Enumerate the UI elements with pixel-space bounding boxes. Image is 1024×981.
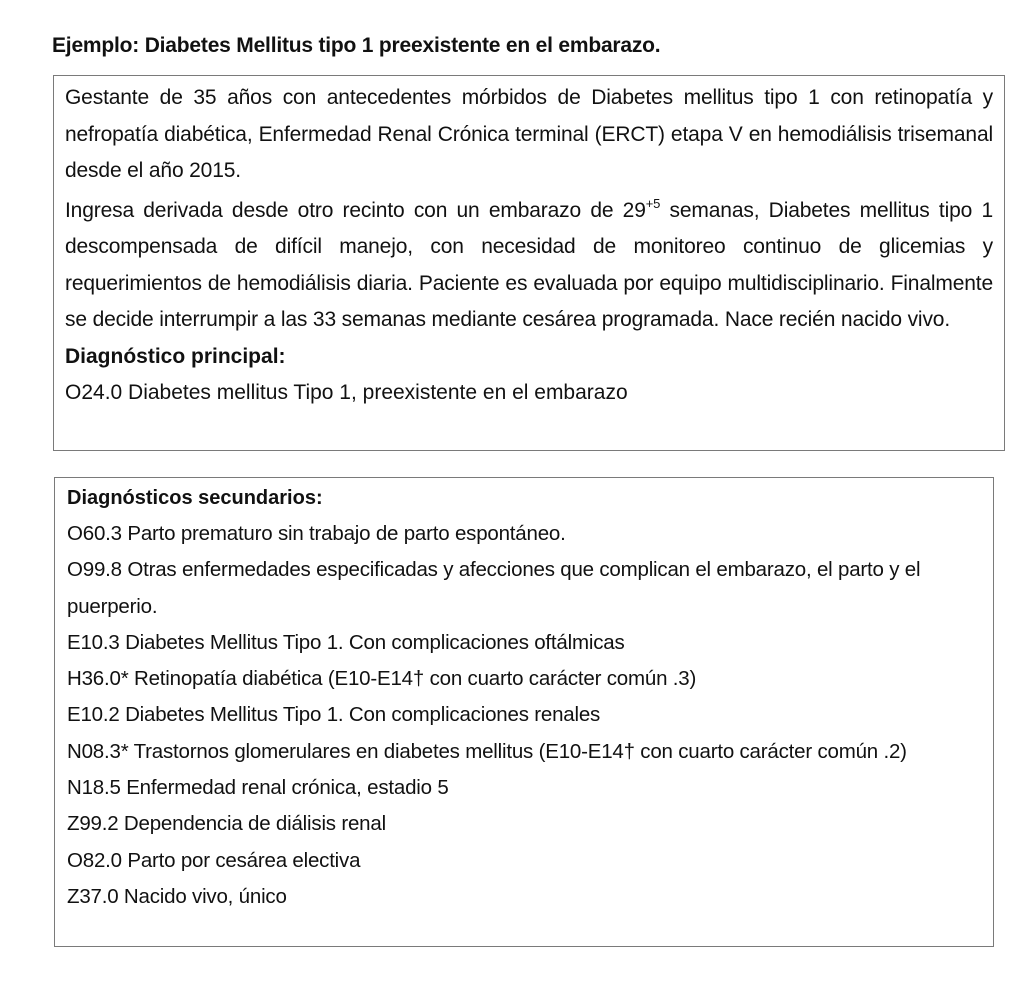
main-diagnosis-heading: Diagnóstico principal: xyxy=(65,344,286,368)
case-paragraph-2-start: Ingresa derivada desde otro recinto con un embarazo de 29 xyxy=(65,198,646,222)
diagnosis-item: Z99.2 Dependencia de diálisis renal xyxy=(67,812,386,836)
main-diagnosis: O24.0 Diabetes mellitus Tipo 1, preexistente en el embarazo xyxy=(65,380,628,404)
secondary-diagnoses-heading: Diagnósticos secundarios: xyxy=(67,487,323,509)
diagnosis-item: N08.3* Trastornos glomerulares en diabetes mellitus (E10-E14† con cuarto carácter común .2) xyxy=(67,739,907,763)
diagnosis-item: O60.3 Parto prematuro sin trabajo de parto espontáneo. xyxy=(67,522,566,545)
secondary-diagnoses-box xyxy=(54,477,994,947)
case-paragraph-2 xyxy=(65,193,993,339)
diagnosis-item: N18.5 Enfermedad renal crónica, estadio 5 xyxy=(67,776,449,800)
document-title: Ejemplo: Diabetes Mellitus tipo 1 preexistente en el embarazo. xyxy=(52,34,661,57)
diagnosis-item: O99.8 Otras enfermedades especificadas y afecciones que complican el embarazo, el parto y el puerperio. xyxy=(67,558,921,618)
gestational-days-superscript: +5 xyxy=(645,195,661,211)
diagnosis-item: E10.2 Diabetes Mellitus Tipo 1. Con complicaciones renales xyxy=(67,703,601,727)
diagnosis-item: E10.3 Diabetes Mellitus Tipo 1. Con complicaciones oftálmicas xyxy=(67,630,625,654)
case-paragraph-2-end: semanas, Diabetes mellitus tipo 1 descompensada de difícil manejo, con necesidad de monitoreo continuo de glicemias y requerimientos de hemodiálisis diaria. Paciente es evaluada por equipo multidisciplinario. Finalmente se decide interrumpir a las 33 semanas mediante cesárea programada. Nace recién nacido vivo. xyxy=(65,198,993,331)
diagnosis-item: O82.0 Parto por cesárea electiva xyxy=(67,848,361,872)
case-paragraph-1: Gestante de 35 años con antecedentes mórbidos de Diabetes mellitus tipo 1 con retinopatía y nefropatía diabética, Enfermedad Renal Crónica terminal (ERCT) etapa V en hemodiálisis trisemanal desde el año 2015. xyxy=(65,86,993,182)
diagnosis-item: Z37.0 Nacido vivo, único xyxy=(67,884,287,908)
case-description-box xyxy=(53,75,1005,451)
diagnosis-item: H36.0* Retinopatía diabética (E10-E14† con cuarto carácter común .3) xyxy=(67,667,697,691)
